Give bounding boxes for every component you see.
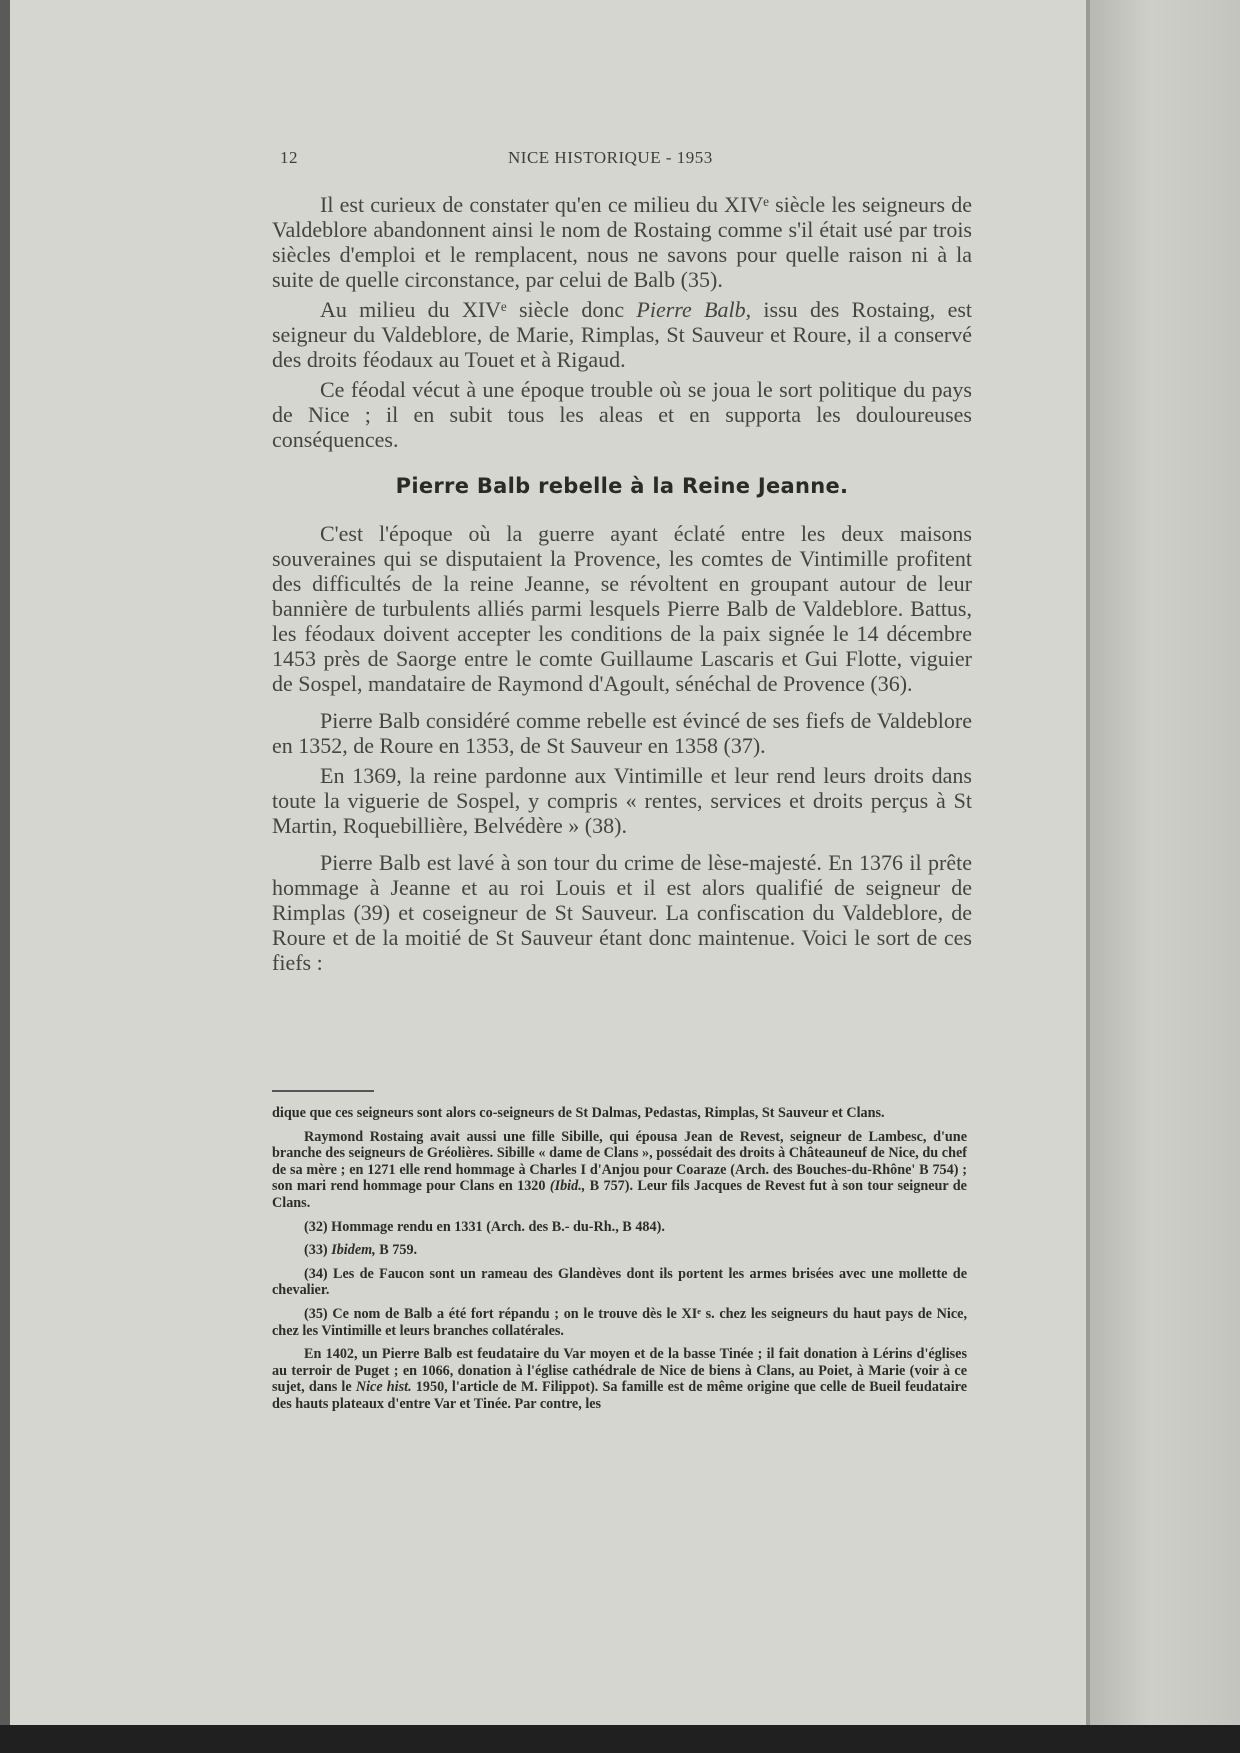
footnote: (34) Les de Faucon sont un rameau des Glandèves dont ils portent les armes brisées avec une mollette de chevalier. [272,1265,967,1299]
text-run: Raymond Rostaing avait aussi une fille Sibille, qui épousa Jean de Revest, seigneur de Lambesc, d'une branche des seigneurs de Gréolières. Sibille « dame de Clans », possédait des droits à Châteauneuf de Nice, du chef de sa mère ; en 1271 elle rend hommage à Charles I d'Anjou pour Coaraze (Arch. des Bouches-du-Rhône' B 754) ; son mari rend hommage pour Clans en 1320 [272,1128,967,1195]
page-number: 12 [280,148,298,167]
text-run: 1950, l'article de M. Filippot). Sa famille est de même origine que celle de Bueil feudataire des hauts plateaux d'entre Var et Tinée. Par contre, les [272,1379,968,1412]
text-run: (33) [304,1242,328,1259]
facing-page-edge [1090,0,1240,1725]
footnote [272,1129,967,1212]
section-title: Pierre Balb rebelle à la Reine Jeanne. [395,474,849,498]
paragraph: C'est l'époque où la guerre ayant éclaté entre les deux maisons souveraines qui se disputaient la Provence, les comtes de Vintimille profitent des difficultés de la reine Jeanne, se révoltent en groupant autour de leur bannière de turbulents alliés parmi lesquels Pierre Balb de Valdeblore. Battus, les féodaux doivent accepter les conditions de la paix signée le 14 décembre 1453 près de Saorge entre le comte Guillaume Lascaris et Gui Flotte, viguier de Sospel, mandataire de Raymond d'Agoult, sénéchal de Provence (36). [272,521,972,696]
person-name: Pierre Balb, [636,297,752,322]
text-run: issu des Rostaing, est seigneur du Valdeblore, de Marie, Rimplas, St Sauveur et Roure, il a conservé des droits féodaux au Touet et à Rigaud. [272,297,973,372]
paragraph [272,297,972,372]
text-run: B 759. [375,1242,418,1259]
text-run: En 1402, un Pierre Balb est feudataire du Var moyen et de la basse Tinée ; il fait donation à Lérins d'églises au terroir de Puget ; en 1066, donation à l'église cathédrale de Nice de biens à Clans, au Poiet, à Marie (voir à ce sujet, dans le [272,1346,967,1396]
footnotes [272,1105,967,1420]
footnote: (32) Hommage rendu en 1331 (Arch. des B.- du-Rh., B 484). [304,1218,665,1235]
footnote: (35) Ce nom de Balb a été fort répandu ; on le trouve dès le XIᵉ s. chez les seigneurs du haut pays de Nice, chez les Vintimille et leurs branches collatérales. [272,1305,967,1339]
journal-title: Nice hist. [355,1379,412,1396]
footnote: dique que ces seigneurs sont alors co-seigneurs de St Dalmas, Pedastas, Rimplas, St Sauveur et Clans. [272,1105,885,1121]
footnote-rule [272,1090,374,1092]
citation: Ibidem, [331,1242,376,1259]
paragraph: Pierre Balb considéré comme rebelle est évincé de ses fiefs de Valdeblore en 1352, de Roure en 1353, de St Sauveur en 1358 (37). [272,708,972,758]
paragraph: Pierre Balb est lavé à son tour du crime de lèse-majesté. En 1376 il prête hommage à Jeanne et au roi Louis et il est alors qualifié de seigneur de Rimplas (39) et coseigneur de St Sauveur. La confiscation du Valdeblore, de Roure et de la moitié de St Sauveur étant donc maintenue. Voici le sort de ces fiefs : [272,850,972,975]
scan-bottom-edge [0,1725,1240,1753]
paragraph: En 1369, la reine pardonne aux Vintimille et leur rend leurs droits dans toute la viguerie de Sospel, y compris « rentes, services et droits perçus à St Martin, Roquebillière, Belvédère » (38). [272,763,972,838]
main-text [272,192,972,980]
scan-left-edge [0,0,10,1725]
footnote [272,1346,967,1412]
text-run: Au milieu du XIVᵉ siècle donc [320,297,637,322]
paragraph: Il est curieux de constater qu'en ce milieu du XIVᵉ siècle les seigneurs de Valdeblore abandonnent ainsi le nom de Rostaing comme s'il était usé par trois siècles d'emploi et le remplacent, nous ne savons pour quelle raison ni à la suite de quelle circonstance, par celui de Balb (35). [272,192,972,292]
text-run: B 757). Leur fils Jacques de Revest fut à son tour seigneur de Clans. [272,1178,967,1211]
paragraph: Ce féodal vécut à une époque trouble où se joua le sort politique du pays de Nice ; il en subit tous les aleas et en supporta les douloureuses conséquences. [272,377,972,452]
citation: (Ibid., [549,1178,586,1195]
running-title: NICE HISTORIQUE - 1953 [508,148,713,167]
footnote [272,1242,967,1259]
